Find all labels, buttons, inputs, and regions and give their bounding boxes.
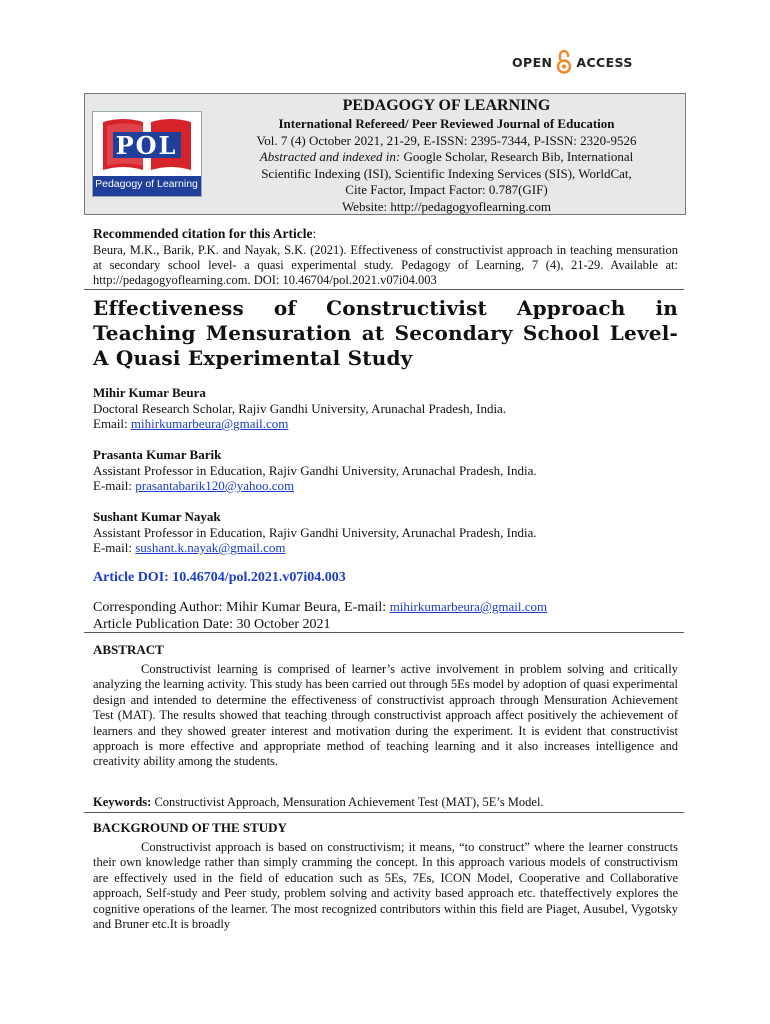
author-affiliation: Assistant Professor in Education, Rajiv Gandhi University, Arunachal Pradesh, India. (93, 462, 537, 478)
author-block (93, 447, 537, 494)
author-affiliation: Doctoral Research Scholar, Rajiv Gandhi University, Arunachal Pradesh, India. (93, 400, 507, 416)
corresponding-email-link[interactable]: mihirkumarbeura@gmail.com (389, 599, 548, 614)
journal-title: PEDAGOGY OF LEARNING (342, 97, 551, 114)
abstract-body (93, 662, 678, 770)
abstracted-label: Abstracted and indexed in: (259, 149, 401, 164)
citation-heading (93, 226, 316, 242)
keywords-text: Constructivist Approach, Mensuration Achievement Test (MAT), 5E’s Model. (151, 795, 544, 809)
divider (84, 289, 684, 290)
author-email-link[interactable]: mihirkumarbeura@gmail.com (130, 416, 289, 431)
author-email-link[interactable]: prasantabarik120@yahoo.com (135, 478, 295, 493)
journal-volume: Vol. 7 (4) October 2021, 21-29, E-ISSN: 2395-7344, P-ISSN: 2320-9526 (256, 132, 637, 148)
background-body (93, 840, 678, 932)
journal-logo (92, 111, 202, 197)
author-name: Prasanta Kumar Barik (93, 447, 222, 462)
citation-heading-text: Recommended citation for this Article (93, 226, 313, 241)
background-heading: BACKGROUND OF THE STUDY (93, 820, 287, 835)
open-access-lock-icon (556, 49, 572, 75)
corresponding-author-line (93, 598, 547, 616)
article-doi[interactable]: Article DOI: 10.46704/pol.2021.v07i04.003 (93, 570, 346, 585)
journal-logo-caption: Pedagogy of Learning (95, 178, 198, 190)
author-email-link[interactable]: sushant.k.nayak@gmail.com (135, 540, 286, 555)
open-access-logo (512, 47, 633, 77)
abstract-heading: ABSTRACT (93, 642, 164, 657)
journal-info (208, 94, 685, 214)
corresponding-block (93, 598, 547, 633)
divider (84, 632, 684, 633)
author-email-label: Email: (93, 416, 131, 431)
publication-date: Article Publication Date: 30 October 2021 (93, 617, 331, 632)
abstracted-list-3: Cite Factor, Impact Factor: 0.787(GIF) (345, 182, 548, 197)
author-email-line (93, 416, 506, 432)
journal-header (84, 93, 686, 215)
open-access-right-text: ACCESS (576, 54, 633, 70)
journal-subtitle: International Refereed/ Peer Reviewed Journal of Education (278, 116, 615, 131)
author-email-line (93, 540, 537, 556)
background-text: Constructivist approach is based on constructivism; it means, “to construct” where the learner constructs their own knowledge rather than simply cramming the concept. In this approach various models of constructivism are effectively used in the field of education such as 5Es, 7Es, ICON Model, Cooperative and Collaborative approach, Self-study and Peer study, problem solving and activity based approach etc. thateffectively explores the cognitive operations of the learner. The most recognized contributors within this field are Piaget, Ausubel, Vygotsky and Bruner etc.It is broadly (93, 840, 678, 932)
open-access-left-text: OPEN (512, 54, 553, 70)
abstracted-list-2: Scientific Indexing (ISI), Scientific Indexing Services (SIS), WorldCat, (261, 165, 632, 181)
journal-logo-mark: POL (115, 131, 178, 160)
journal-abstracted-line (208, 149, 685, 166)
author-email-line (93, 478, 537, 494)
author-block (93, 385, 506, 432)
journal-logo-cell (85, 94, 208, 214)
author-name: Sushant Kumar Nayak (93, 509, 221, 524)
abstracted-list-1: Google Scholar, Research Bib, International (400, 149, 634, 164)
citation-heading-colon: : (312, 226, 317, 241)
author-email-label: E-mail: (93, 540, 136, 555)
citation-text: Beura, M.K., Barik, P.K. and Nayak, S.K. (2021). Effectiveness of constructivist approach in teaching mensuration at secondary school level- a quasi experimental study. Pedagogy of Learning, 7 (4), 21-29. Available at: http://pedagogyoflearning.com. DOI: 10.46704/pol.2021.v07i04.003 (93, 243, 678, 287)
author-affiliation: Assistant Professor in Education, Rajiv Gandhi University, Arunachal Pradesh, India. (93, 524, 537, 540)
abstract-text: Constructivist learning is comprised of learner’s active involvement in problem solving and critically analyzing the learning activity. This study has been carried out through 5Es model by adoption of quasi experimental design and intended to determine the effectiveness of constructivist approach through Mensuration Achievement Test (MAT). The results showed that teaching through constructivist approach affect positively the achievement of learners and they showed greater interest and motivation during the experiment. It is evident that constructivist approach is more effective and appropriate method of teaching learning and it also increases intelligence and creativity ability among the students. (93, 662, 678, 769)
author-block (93, 509, 537, 556)
keywords-label: Keywords: (93, 795, 152, 809)
divider (84, 812, 684, 813)
corresponding-label: Corresponding Author: Mihir Kumar Beura, E-mail: (93, 600, 390, 615)
author-email-label: E-mail: (93, 478, 136, 493)
author-name: Mihir Kumar Beura (93, 385, 206, 400)
keywords-line (93, 795, 544, 810)
journal-website[interactable]: Website: http://pedagogyoflearning.com (341, 198, 552, 214)
article-title: Effectiveness of Constructivist Approach in Teaching Mensuration at Secondary School Level- A Quasi Experimental Study (93, 296, 678, 370)
